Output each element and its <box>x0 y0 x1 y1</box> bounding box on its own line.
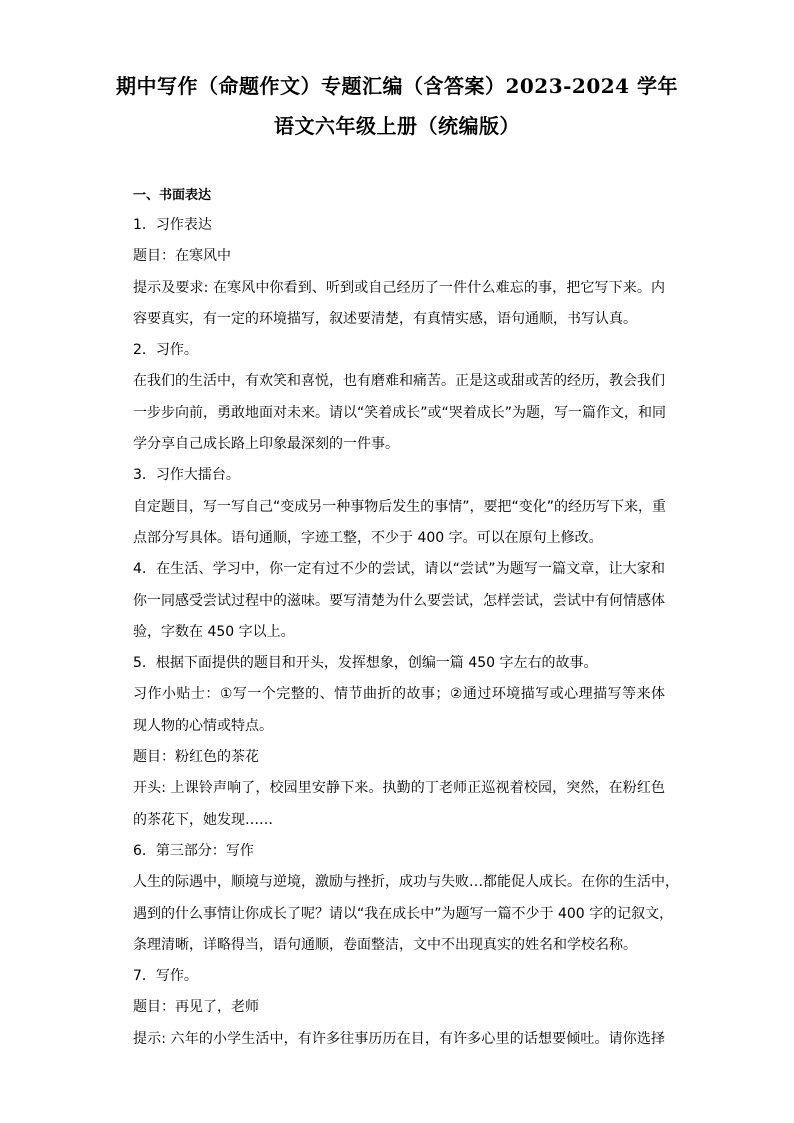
question-6-text-line-1: 人生的际遇中，顺境与逆境，激励与挫折，成功与失败…都能促人成长。在你的生活中， <box>133 874 679 891</box>
question-4-text-line-3: 验，字数在 450 字以上。 <box>133 623 295 640</box>
question-1-requirements-line-1: 提示及要求: 在寒风中你看到、听到或自己经历了一件什么难忘的事，把它写下来。内 <box>133 279 665 296</box>
question-6-heading: 6．第三部分：写作 <box>133 842 254 859</box>
question-5-text: 5．根据下面提供的题目和开头，发挥想象，创编一篇 450 字左右的故事。 <box>133 655 598 672</box>
question-5-opening-line-1: 开头: 上课铃声响了，校园里安静下来。执勤的丁老师正巡视着校园，突然，在粉红色 <box>133 780 665 797</box>
question-6-text-line-3: 条理清晰，详略得当，语句通顺，卷面整洁，文中不出现真实的姓名和学校名称。 <box>133 936 637 953</box>
question-2-text-line-1: 在我们的生活中，有欢笑和喜悦，也有磨难和痛苦。正是这或甜或苦的经历，教会我们 <box>133 373 665 390</box>
document-title-line-2: 语文六年级上册（统编版） <box>274 114 520 138</box>
question-2-text-line-3: 学分享自己成长路上印象最深刻的一件事。 <box>133 436 399 453</box>
question-3-text-line-2: 点部分写具体。语句通顺，字迹工整，不少于 400 字。可以在原句上修改。 <box>133 529 603 546</box>
question-7-topic: 题目：再见了，老师 <box>133 999 259 1016</box>
question-1-topic: 题目：在寒风中 <box>133 248 231 265</box>
document-title-line-1: 期中写作（命题作文）专题汇编（含答案）2023-2024 学年 <box>115 74 679 98</box>
question-6-text-line-2: 遇到的什么事情让你成长了呢？请以“我在成长中”为题写一篇不少于 400 字的记叙文， <box>133 905 674 922</box>
document-body <box>133 185 679 1055</box>
question-4-text-line-1: 4．在生活、学习中，你一定有过不少的尝试，请以“尝试”为题写一篇文章，让大家和 <box>133 561 665 578</box>
question-7-heading: 7．写作。 <box>133 968 198 985</box>
question-3-heading: 3．习作大擂台。 <box>133 467 240 484</box>
section-heading: 一、书面表达 <box>133 188 212 203</box>
question-5-tips-line-1: 习作小贴士：①写一个完整的、情节曲折的故事；②通过环境描写或心理描写等来体 <box>133 686 665 703</box>
question-1-requirements-line-2: 容要真实，有一定的环境描写，叙述要清楚，有真情实感，语句通顺，书写认真。 <box>133 310 637 327</box>
question-2-text-line-2: 一步步向前，勇敢地面对未来。请以“笑着成长”或“哭着成长”为题，写一篇作文，和同 <box>133 404 667 421</box>
question-2-heading: 2．习作。 <box>133 342 198 359</box>
question-4-text-line-2: 你一同感受尝试过程中的滋味。要写清楚为什么要尝试，怎样尝试，尝试中有何情感体 <box>133 592 665 609</box>
question-5-tips-line-2: 现人物的心情或特点。 <box>133 717 273 734</box>
question-3-text-line-1: 自定题目，写一写自己“变成另一种事物后发生的事情”，要把“变化”的经历写下来，重 <box>133 498 667 515</box>
question-5-topic: 题目：粉红色的茶花 <box>133 749 259 766</box>
question-1-heading: 1．习作表达 <box>133 217 212 233</box>
question-7-hint-line-1: 提示: 六年的小学生活中，有许多往事历历在目，有许多心里的话想要倾吐。请你选择 <box>133 1030 665 1047</box>
question-5-opening-line-2: 的茶花下，她发现…… <box>133 811 273 828</box>
